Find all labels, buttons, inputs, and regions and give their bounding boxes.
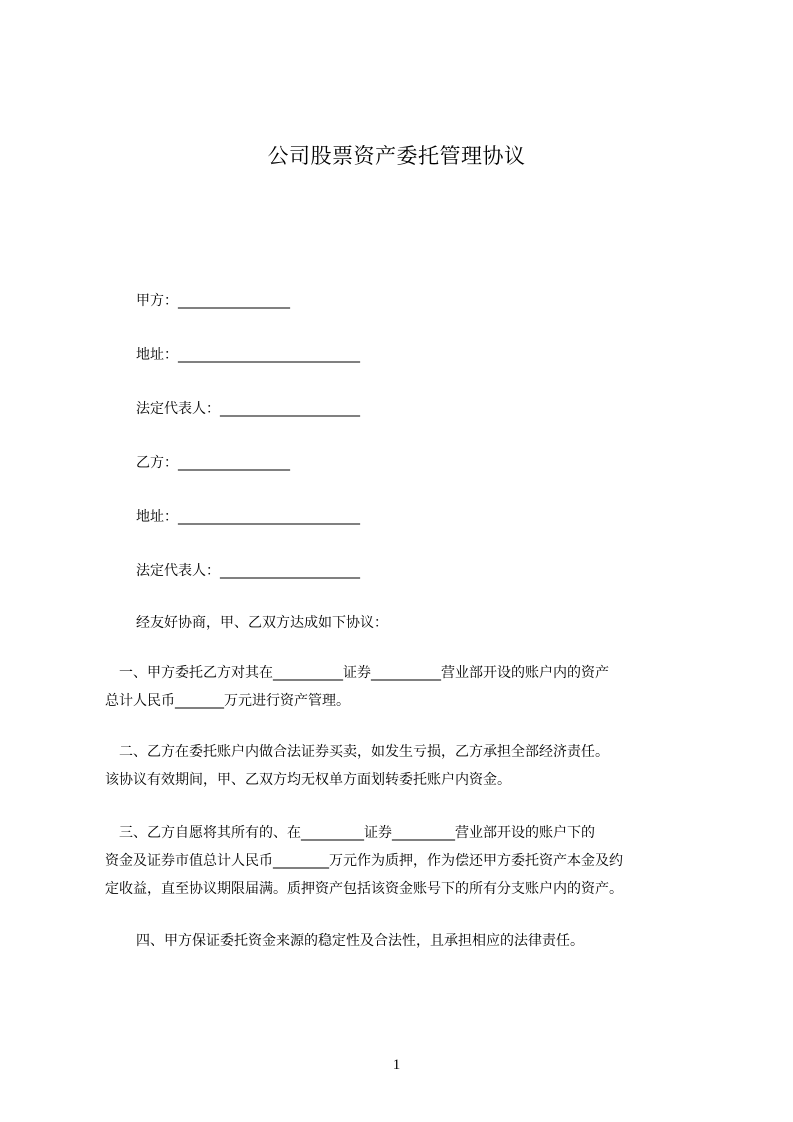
page-number: 1 xyxy=(392,1057,401,1073)
clause-1-line-1: 一、甲方委托乙方对其在__________证券__________营业部开设的账户内的资产 xyxy=(105,665,609,681)
agreement-intro: 经友好协商，甲、乙双方达成如下协议： xyxy=(136,615,388,631)
clause-1-line-2: 总计人民币_______万元进行资产管理。 xyxy=(105,693,350,709)
clause-4-line-1: 四、甲方保证委托资金来源的稳定性及合法性，且承担相应的法律责任。 xyxy=(136,933,584,949)
party-a-field: 甲方：________________ xyxy=(136,293,290,309)
clause-3-line-1: 三、乙方自愿将其所有的、在_________证券_________营业部开设的账户下的 xyxy=(105,825,595,841)
clause-1 xyxy=(105,659,700,715)
party-a-address-field: 地址：__________________________ xyxy=(136,347,360,363)
party-a-representative-field: 法定代表人：____________________ xyxy=(136,401,360,417)
clause-2 xyxy=(105,738,700,794)
clause-4 xyxy=(136,927,731,955)
clause-2-line-1: 二、乙方在委托账户内做合法证券买卖，如发生亏损，乙方承担全部经济责任。 xyxy=(105,744,609,760)
clause-3-line-3: 定收益，直至协议期限届满。质押资产包括该资金账号下的所有分支账户内的资产。 xyxy=(105,881,623,897)
party-b-representative-field: 法定代表人：____________________ xyxy=(136,563,360,579)
party-b-address-field: 地址：__________________________ xyxy=(136,509,360,525)
party-b-field: 乙方：________________ xyxy=(136,455,290,471)
clause-3-line-2: 资金及证券市值总计人民币________万元作为质押，作为偿还甲方委托资产本金及约 xyxy=(105,853,623,869)
document-title: 公司股票资产委托管理协议 xyxy=(267,144,526,168)
clause-3 xyxy=(105,819,700,903)
clause-2-line-2: 该协议有效期间，甲、乙双方均无权单方面划转委托账户内资金。 xyxy=(105,772,511,788)
